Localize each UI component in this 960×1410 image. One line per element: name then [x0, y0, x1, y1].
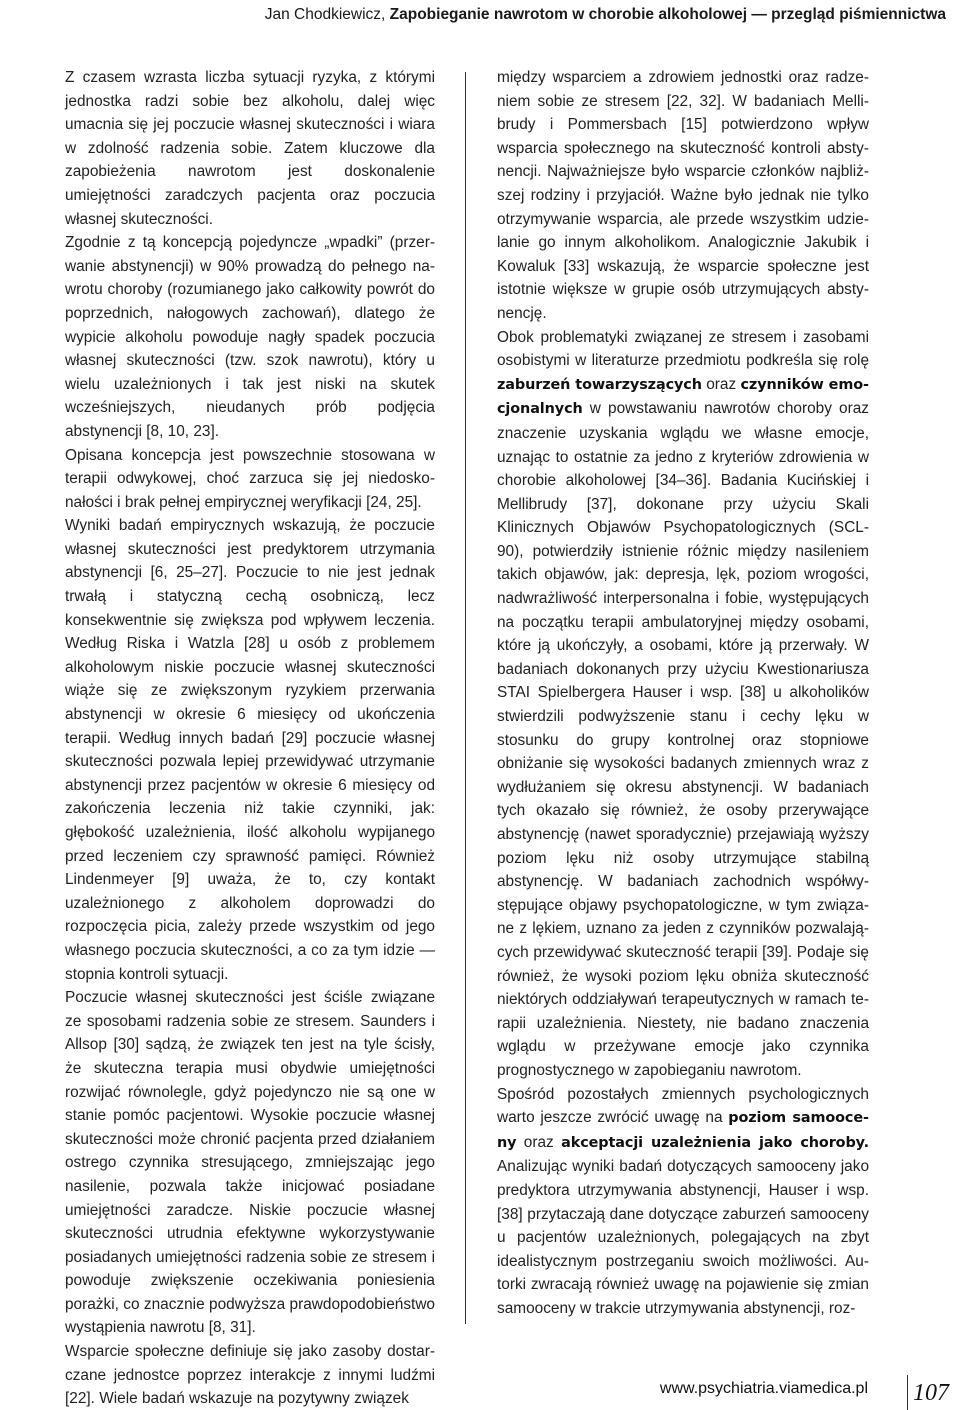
paragraph: Wsparcie społeczne definiuje się jako zasoby dostarczane jednostce poprzez interakcje z innymi ludźmi [22]. Wiele badań wskazuje na pozytywny związek — [65, 1343, 435, 1408]
paragraph — [497, 326, 869, 1083]
paragraph: między wsparciem a zdrowiem jednostki oraz radzeniem sobie ze stresem [22, 32]. W badaniach Mellibrudy i Pommersbach [15] potwierdzono wpływ wsparcia społecznego na skuteczność kontroli abstynencji. Najważniejsze było wsparcie członków najbliższej rodziny i przyjaciół. Ważne było jednak nie tylko otrzymywanie wsparcia, ale przede wszystkim udzielanie go innym alkoholikom. Analogicznie Jakubik i Kowaluk [33] wskazują, że wsparcie społeczne jest istotnie większe w grupie osób utrzymujących abstynencję. — [497, 69, 869, 322]
text-run: Spośród pozostałych zmiennych psychologicznych warto jeszcze zwrócić uwagę na — [497, 1085, 869, 1127]
paragraph — [497, 1083, 869, 1321]
paragraph: Wyniki badań empirycznych wskazują, że poczucie własnej skuteczności jest predyktorem utrzymania abstynencji [6, 25–27]. Poczucie to nie jest jednak trwałą i statyczną cechą osobniczą, lecz konsekwentnie się zwiększa pod wpływem leczenia. Według Riska i Watzla [28] u osób z problemem alkoholowym niskie poczucie własnej skuteczności wiąże się ze zwiększonym ryzykiem przerwania abstynencji w okresie 6 miesięcy od ukończenia terapii. Według innych badań [29] poczucie własnej skuteczności pozwala lepiej przewidywać utrzymanie abstynencji przez pacjentów w okresie 6 miesięcy od zakończenia leczenia niż takie czynniki, jak: głębokość uzależnienia, ilość alkoholu wypijanego przed leczeniem czy sprawność pamięci. Również Lindenmeyer [9] uważa, że to, czy kontakt uzależnionego z alkoholem doprowadzi do rozpoczęcia picia, zależy przede wszystkim od jego własnego poczucia skuteczności, a co za tym idzie — stopnia kontroli sytuacji. — [65, 517, 435, 983]
running-head — [0, 0, 960, 40]
column-divider — [465, 72, 466, 1324]
header-article-title: Zapobieganie nawrotom w chorobie alkoholowej — przegląd piśmiennictwa — [389, 6, 946, 23]
paragraph: Poczucie własnej skuteczności jest ściśle związane ze sposobami radzenia sobie ze stresem. Saunders i Allsop [30] sądzą, że związek ten jest na tyle ścisły, że skuteczna terapia musi obydwie umiejętności rozwijać równolegle, gdyż pojedynczo nie są one w stanie pomóc pacjentowi. Wysokie poczucie własnej skuteczności może chronić pacjenta przed działaniem ostrego czynnika stresującego, zmniejszając jego nasilenie, pozwala także inicjować posiadane umiejętności zaradcze. Niskie poczucie własnej skuteczności utrudnia efektywne wykorzystywanie posiadanych umiejętności radzenia sobie ze stresem i powoduje zwiększenie oczekiwania poniesienia porażki, co znacznie podwyższa prawdopodobieństwo wystąpienia nawrotu [8, 31]. — [65, 989, 435, 1337]
emphasis-comorbid-disorders: zaburzeń towarzyszących — [497, 376, 702, 393]
page-number: 107 — [913, 1380, 949, 1406]
text-run: oraz — [516, 1133, 562, 1151]
paragraph: Opisana koncepcja jest powszechnie stosowana w terapii odwykowej, choć zarzuca się jej niedoskonałości i brak pełnej empirycznej weryfikacji [24, 25]. — [65, 446, 435, 511]
emphasis-emotional-factors: czynników emocjonalnych — [497, 376, 869, 418]
paragraph: Zgodnie z tą koncepcją pojedyncze „wpadki” (przerwanie abstynencji) w 90% prowadzą do pełnego nawrotu choroby (rozumianego jako całkowity powrót do poprzednich, nałogowych zachowań), dlatego że wypicie alkoholu powoduje nagły spadek poczucia własnej skuteczności (tzw. szok nawrotu), który u wielu uzależnionych i tak jest niski na skutek wcześniejszych, nieudanych prób podjęcia abstynencji [8, 10, 23]. — [65, 234, 435, 440]
text-run: Analizując wyniki badań dotyczących samooceny jako predyktora utrzymywania abstynencji, Hauser i wsp. [38] przytaczają dane dotyczące zaburzeń samooceny u pacjentów uzależnionych, polegających na zbyt idealistycznym postrzeganiu swoich możliwości. Autorki zwracają również uwagę na pojawienie się zmian samooceny w trakcie utrzymywania abstynencji, roz- — [497, 1158, 869, 1317]
left-column — [65, 66, 435, 1410]
right-column — [497, 66, 869, 1320]
header-author: Jan Chodkiewicz, — [264, 6, 386, 23]
text-run: w powstawaniu nawrotów choroby oraz znaczenie uzyskania wglądu we własne emocje, uznając to ostatnie za jedno z kryteriów zdrowienia w chorobie alkoholowej [34–36]. Badania Kucińskiej i Mellibrudy [37], dokonane przy użyciu Skali Klinicznych Objawów Psychopatologicznych (SCL-90), potwierdziły istnienie różnic między nasileniem takich objawów, jak: depresja, lęk, poziom wrogości, nadwrażliwość interpersonalna i fobie, występujących na początku terapii ambulatoryjnej między osobami, które ją ukończyły, a osobami, które ją przerwały. W badaniach dokonanych przy użyciu Kwestionariusza STAI Spielbergera Hauser i wsp. [38] u alkoholików stwierdzili podwyższenie stanu i cechy lęku w stosunku do grupy kontrolnej oraz stopniowe obniżanie się wysokości badanych zmiennych wraz z wydłużaniem się okresu abstynencji. W badaniach tych okazało się również, że osoby przerywające abstynencję (nawet sporadycznie) przejawiają wyższy poziom lęku niż osoby utrzymujące stabilną abstynencję. W badaniach zachodnich współwystępujące objawy psychopatologiczne, w tym związane z lękiem, uznano za jeden z czynników pozwalających przewidywać skuteczność terapii [39]. Podaje się również, że wysoki poziom lęku obniża skuteczność niektórych oddziaływań terapeutycznych w ramach terapii uzależnienia. Niestety, nie badano znaczenia wglądu w przeżywane emocje jako czynnika prognostycznego w zapobieganiu nawrotom. — [497, 400, 869, 1079]
text-run: oraz — [701, 375, 741, 393]
emphasis-acceptance: akceptacji uzależnienia jako choroby. — [561, 1134, 869, 1151]
paragraph: Z czasem wzrasta liczba sytuacji ryzyka, z którymi jednostka radzi sobie bez alkoholu, dalej więc umacnia się jej poczucie własnej skuteczności i wiara w zdolność radzenia sobie. Zatem kluczowe dla zapobieżenia nawrotom jest doskonalenie umiejętności zaradczych pacjenta oraz poczucia własnej skuteczności. — [65, 69, 435, 228]
emphasis-self-esteem: poziom samooceny — [497, 1110, 869, 1151]
footer-divider — [907, 1375, 908, 1410]
text-run: Obok problematyki związanej ze stresem i zasobami osobistymi w literaturze przedmiotu podkreśla się rolę — [497, 328, 869, 370]
journal-url: www.psychiatria.viamedica.pl — [659, 1380, 868, 1397]
